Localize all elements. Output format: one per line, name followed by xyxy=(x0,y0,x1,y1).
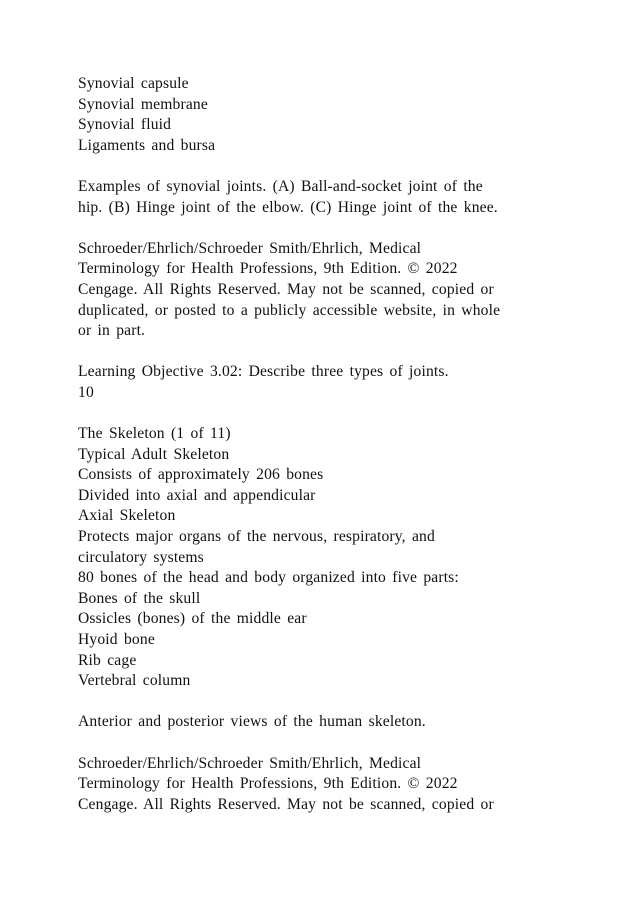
paragraph-gap xyxy=(78,692,618,713)
skeleton-section xyxy=(78,424,618,692)
slide-number: 10 xyxy=(78,383,94,401)
copyright-notice xyxy=(78,754,618,816)
skeleton-caption xyxy=(78,712,618,733)
list-item: Synovial fluid xyxy=(78,116,172,134)
list-item: Synovial membrane xyxy=(78,95,208,113)
copyright-line: Terminology for Health Professions, 9th Edition. © 2022 xyxy=(78,775,458,793)
copyright-line: or in part. xyxy=(78,322,146,340)
copyright-line: Schroeder/Ehrlich/Schroeder Smith/Ehrlich, Medical xyxy=(78,754,422,772)
synovial-joints-caption xyxy=(78,177,618,218)
list-item: Synovial capsule xyxy=(78,75,189,92)
paragraph-gap xyxy=(78,342,618,363)
document-page xyxy=(78,74,618,815)
list-item: Consists of approximately 206 bones xyxy=(78,466,324,484)
list-item: Ossicles (bones) of the middle ear xyxy=(78,610,307,628)
list-item: Vertebral column xyxy=(78,672,191,690)
paragraph-gap xyxy=(78,218,618,239)
list-item: Protects major organs of the nervous, respiratory, and xyxy=(78,528,435,546)
learning-objective xyxy=(78,362,618,403)
copyright-line: Cengage. All Rights Reserved. May not be scanned, copied or xyxy=(78,795,494,813)
list-item: Rib cage xyxy=(78,651,137,669)
paragraph-gap xyxy=(78,733,618,754)
objective-text: Learning Objective 3.02: Describe three types of joints. xyxy=(78,363,449,381)
copyright-line: Schroeder/Ehrlich/Schroeder Smith/Ehrlich, Medical xyxy=(78,239,422,257)
list-item: Axial Skeleton xyxy=(78,507,176,525)
copyright-line: Cengage. All Rights Reserved. May not be scanned, copied or xyxy=(78,280,494,298)
caption-line: Examples of synovial joints. (A) Ball-and-socket joint of the xyxy=(78,177,483,195)
copyright-line: Terminology for Health Professions, 9th Edition. © 2022 xyxy=(78,260,458,278)
joint-parts-list xyxy=(78,74,618,156)
list-item: 80 bones of the head and body organized into five parts: xyxy=(78,569,459,587)
paragraph-gap xyxy=(78,404,618,425)
list-item: Bones of the skull xyxy=(78,589,201,607)
list-item: circulatory systems xyxy=(78,548,204,566)
list-item: Ligaments and bursa xyxy=(78,136,216,154)
caption-line: Anterior and posterior views of the human skeleton. xyxy=(78,713,426,731)
list-item: Hyoid bone xyxy=(78,631,155,649)
list-item: Typical Adult Skeleton xyxy=(78,445,230,463)
list-item: Divided into axial and appendicular xyxy=(78,486,316,504)
copyright-line: duplicated, or posted to a publicly accessible website, in whole xyxy=(78,301,501,319)
copyright-notice xyxy=(78,239,618,342)
paragraph-gap xyxy=(78,156,618,177)
caption-line: hip. (B) Hinge joint of the elbow. (C) Hinge joint of the knee. xyxy=(78,198,498,216)
section-title: The Skeleton (1 of 11) xyxy=(78,425,231,443)
